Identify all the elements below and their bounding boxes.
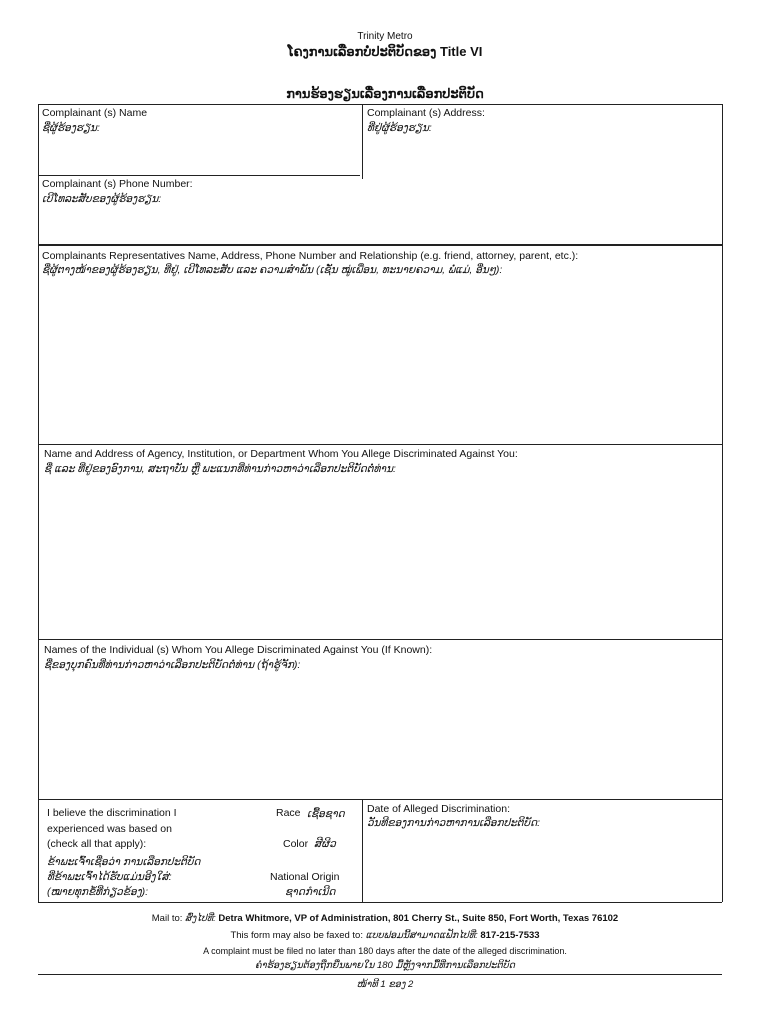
race-label-lao: ເຊື້ອຊາດ bbox=[307, 808, 345, 820]
date-label: Date of Alleged Discrimination: bbox=[367, 803, 510, 815]
name-address-divider bbox=[362, 104, 363, 179]
address-input-area[interactable] bbox=[365, 136, 719, 242]
agency-label: Name and Address of Agency, Institution, or Department Whom You Allege Discriminated Against You: bbox=[44, 448, 518, 460]
deadline-text-lao: ຄຳຮ້ອງຮຽນຕ້ອງຖືກຍື່ນພາຍໃນ 180 ມື້ຫຼັງຈາກມື້ທີ່ການເລືອກປະຕິບັດ bbox=[254, 960, 516, 971]
mail-address: Detra Whitmore, VP of Administration, 801 Cherry St., Suite 850, Fort Worth, Texas 76102 bbox=[218, 913, 619, 924]
fax-line bbox=[0, 930, 770, 941]
left-border bbox=[38, 104, 39, 902]
individual-input-area[interactable] bbox=[40, 674, 720, 796]
representative-label-lao: ຊື່ຜູ້ຕາງໜ້າຂອງຜູ້ຮ້ອງຮຽນ, ທີ່ຢູ່, ເບີໂທລະສັບ ແລະ ຄວາມສຳພັນ (ເຊັ່ນ ໝູ່ເພື່ອນ, ທະນາຍຄວາມ, ພໍ່ແມ່, ອື່ນໆ): bbox=[42, 264, 503, 276]
fax-number: 817-215-7533 bbox=[480, 930, 540, 941]
basis-text-1: I believe the discrimination I bbox=[47, 807, 177, 819]
mail-prefix-lao: ສົ່ງໄປທີ່: bbox=[185, 913, 216, 924]
representative-label: Complainants Representatives Name, Address, Phone Number and Relationship (e.g. friend, attorney, parent, etc.): bbox=[42, 250, 579, 262]
date-divider bbox=[362, 799, 363, 902]
page-number: ໜ້າທີ 1 ຂອງ 2 bbox=[356, 979, 414, 990]
basis-lao-1: ຂ້າພະເຈົ້າເຊື່ອວ່າ ການເລືອກປະຕິບັດ bbox=[47, 856, 201, 868]
form-subtitle: ການຮ້ອງຮຽນເລື່ອງການເລືອກປະຕິບັດ bbox=[286, 86, 484, 101]
name-label: Complainant (s) Name bbox=[42, 107, 148, 119]
agency-label-lao: ຊື່ ແລະ ທີ່ຢູ່ຂອງອົງການ, ສະຖາບັນ ຫຼື ພະແນກທີ່ທ່ານກ່າວຫາວ່າເລືອກປະຕິບັດຕໍ່ທ່ານ: bbox=[44, 463, 396, 475]
color-label-lao: ສີຜິວ bbox=[314, 838, 336, 850]
national-origin-label-lao: ຊາດກຳເນີດ bbox=[285, 886, 336, 898]
race-checkbox-label[interactable]: Race bbox=[276, 807, 301, 819]
name-input-area[interactable] bbox=[40, 136, 358, 173]
phone-input-area[interactable] bbox=[40, 207, 358, 242]
organization-name: Trinity Metro bbox=[357, 31, 413, 42]
basis-lao-2: ທີ່ຂ້າພະເຈົ້າໄດ້ຮັບແມ່ນອີງໃສ່: bbox=[47, 871, 172, 883]
agency-input-area[interactable] bbox=[40, 478, 720, 636]
representative-input-area[interactable] bbox=[40, 280, 720, 440]
name-label-lao: ຊື່ຜູ້ຮ້ອງຮຽນ: bbox=[42, 122, 100, 134]
individual-label: Names of the Individual (s) Whom You Allege Discriminated Against You (If Known): bbox=[44, 644, 433, 656]
mail-prefix: Mail to: bbox=[151, 913, 183, 924]
phone-label: Complainant (s) Phone Number: bbox=[42, 178, 193, 190]
deadline-text: A complaint must be filed no later than 180 days after the date of the alleged discrimination. bbox=[203, 946, 567, 956]
name-bottom-rule bbox=[38, 175, 360, 176]
mail-line bbox=[0, 913, 770, 924]
phone-bottom-rule bbox=[38, 244, 722, 246]
top-rule bbox=[38, 104, 722, 105]
address-label: Complainant (s) Address: bbox=[367, 107, 485, 119]
footer-rule bbox=[38, 974, 722, 975]
fax-text-lao: ແບບຟອມນີ້ສາມາດແຟັກໄປທີ່: bbox=[365, 930, 478, 941]
individual-bottom-rule bbox=[38, 799, 722, 800]
date-label-lao: ວັນທີຂອງການກ່າວຫາການເລືອກປະຕິບັດ: bbox=[367, 817, 541, 829]
basis-lao-3: (ໝາຍທຸກຂໍ້ທີ່ກ່ຽວຂ້ອງ): bbox=[47, 886, 149, 898]
agency-bottom-rule bbox=[38, 639, 722, 640]
date-input-area[interactable] bbox=[365, 833, 719, 899]
national-origin-checkbox-label[interactable]: National Origin bbox=[270, 871, 340, 883]
color-checkbox-label[interactable]: Color bbox=[283, 838, 309, 850]
basis-text-2: experienced was based on bbox=[47, 823, 172, 835]
fax-text: This form may also be faxed to: bbox=[230, 930, 363, 941]
basis-text-3: (check all that apply): bbox=[47, 838, 147, 850]
address-label-lao: ທີ່ຢູ່ຜູ້ຮ້ອງຮຽນ: bbox=[367, 122, 432, 134]
phone-label-lao: ເບີໂທລະສັບຂອງຜູ້ຮ້ອງຮຽນ: bbox=[42, 193, 162, 205]
form-title: ໂຄງການເລືອກບໍ່ປະຕິບັດຂອງ Title VI bbox=[287, 44, 483, 59]
rep-bottom-rule bbox=[38, 444, 722, 445]
right-border bbox=[722, 104, 723, 902]
bottom-rule bbox=[38, 902, 722, 903]
individual-label-lao: ຊື່ຂອງບຸກຄົນທີ່ທ່ານກ່າວຫາວ່າເລືອກປະຕິບັດຕໍ່ທ່ານ (ຖ້າຮູ້ຈັກ): bbox=[44, 659, 301, 671]
